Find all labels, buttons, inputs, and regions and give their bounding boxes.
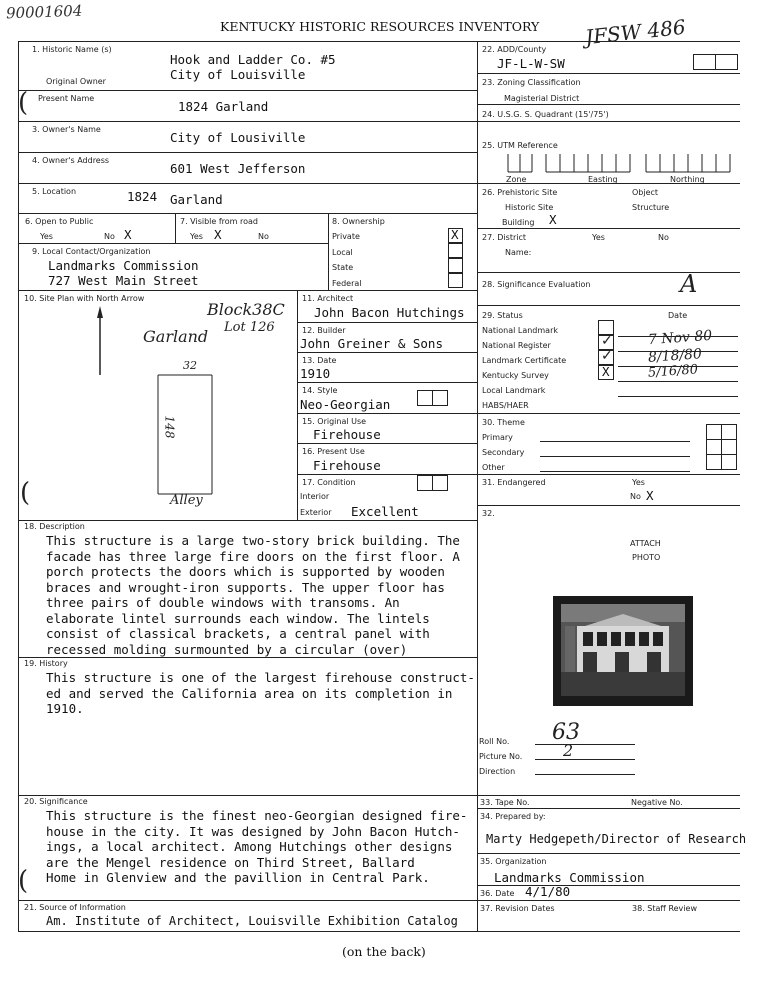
rule <box>18 183 477 184</box>
zoning-value: Magisterial District <box>504 94 580 103</box>
top-rule <box>18 41 740 42</box>
owners-name-value: City of Lousiville <box>170 130 306 145</box>
rule <box>18 795 477 796</box>
rule <box>18 152 477 153</box>
rule <box>297 290 298 520</box>
theme-secondary: Secondary <box>482 448 525 457</box>
roll-value: 63 <box>552 720 580 745</box>
ownership-label: 8. Ownership <box>332 217 385 226</box>
form-title: KENTUCKY HISTORIC RESOURCES INVENTORY <box>220 19 540 34</box>
present-use-value: Firehouse <box>313 458 381 473</box>
status-item-label: National Register <box>482 341 551 350</box>
rule <box>477 808 740 809</box>
history-label: 19. History <box>24 659 68 668</box>
bottom-rule <box>18 931 740 932</box>
description-line: three pairs of double windows with transoms. An <box>46 595 400 610</box>
significance-line: house in the city. It was designed by John Bacon Hutch- <box>46 823 460 839</box>
condition-box-a[interactable] <box>417 475 433 491</box>
revision-dates-label: 37. Revision Dates <box>480 904 555 913</box>
theme-line <box>540 471 690 472</box>
theme-label: 30. Theme <box>482 418 525 427</box>
building-label: Building <box>502 218 535 227</box>
district-name-label: Name: <box>505 248 532 257</box>
date-value: 1910 <box>300 366 331 381</box>
visible-no: No <box>258 232 269 241</box>
status-item-label: National Landmark <box>482 326 559 335</box>
zoning-label: 23. Zoning Classification <box>482 78 581 87</box>
visible-yes: Yes <box>190 232 203 241</box>
open-to-public-no: No <box>104 232 115 241</box>
present-name-label: Present Name <box>38 94 95 103</box>
organization-value: Landmarks Commission <box>494 870 645 885</box>
status-date-line <box>618 396 738 397</box>
rule <box>18 121 477 122</box>
endangered-mark: X <box>646 488 654 503</box>
rule <box>477 900 740 901</box>
present-name-value: 1824 Garland <box>178 99 269 114</box>
site-plan-drawing <box>90 300 290 510</box>
ownership-checkbox-local[interactable] <box>448 243 463 258</box>
location-street: Garland <box>170 192 223 207</box>
roll-line <box>535 744 635 745</box>
builder-value: John Greiner & Sons <box>300 336 443 351</box>
form-date-label: 36. Date <box>480 889 515 898</box>
status-label: 29. Status <box>482 311 523 320</box>
rule <box>18 213 477 214</box>
site-plan-dim-top: 32 <box>183 359 197 372</box>
rule <box>18 243 328 244</box>
rule <box>477 228 740 229</box>
significance-line: ings, a local architect. Among Hutchings other designs <box>46 839 453 854</box>
district-label: 27. District <box>482 233 526 242</box>
history-line: ed and served the California area on its completion in <box>46 685 453 701</box>
rule <box>477 795 740 796</box>
description-line: recessed molding surmounted by a circular (over) <box>46 641 408 657</box>
site-plan-dim-side: 148 <box>162 415 177 439</box>
architect-value: John Bacon Hutchings <box>314 305 465 320</box>
endangered-yes: Yes <box>632 478 645 487</box>
owners-address-label: 4. Owner's Address <box>32 156 110 165</box>
status-date-value: 8/18/80 <box>647 346 703 366</box>
picture-value: 2 <box>563 741 574 760</box>
rule <box>18 657 477 658</box>
rule <box>297 382 477 383</box>
picture-label: Picture No. <box>479 752 523 761</box>
attach-text: ATTACH <box>630 539 661 548</box>
district-yes: Yes <box>592 233 605 242</box>
significance-eval-value: A <box>680 270 698 298</box>
rule <box>297 413 477 414</box>
ownership-private: Private <box>332 232 360 241</box>
ownership-local: Local <box>332 248 353 257</box>
original-owner-label: Original Owner <box>46 77 106 86</box>
original-use-value: Firehouse <box>313 427 381 442</box>
prehistoric-object: Object <box>632 188 659 197</box>
rule <box>477 505 740 506</box>
ownership-federal: Federal <box>332 279 362 288</box>
status-date-label: Date <box>668 311 688 320</box>
site-plan-alley: Alley <box>170 493 203 508</box>
attached-photo <box>553 596 693 706</box>
status-item-label: Local Landmark <box>482 386 546 395</box>
original-owner-value: City of Louisville <box>170 67 306 82</box>
local-contact-label: 9. Local Contact/Organization <box>32 247 151 256</box>
rule <box>477 104 740 105</box>
county-box-b[interactable] <box>715 54 738 70</box>
history-line: This structure is one of the largest firehouse construct- <box>46 670 475 685</box>
theme-line <box>540 441 690 442</box>
rule <box>175 213 176 243</box>
owners-name-label: 3. Owner's Name <box>32 125 101 134</box>
style-box-b[interactable] <box>432 390 448 406</box>
status-mark: ✓ <box>601 348 613 364</box>
theme-line <box>540 456 690 457</box>
structure-label: Structure <box>632 203 670 212</box>
center-divider <box>477 41 478 931</box>
builder-label: 12. Builder <box>302 326 346 335</box>
rule <box>297 474 477 475</box>
site-plan-lot: Lot 126 <box>224 320 275 335</box>
quadrant-label: 24. U.S.G. S. Quadrant (15'/75') <box>482 110 609 119</box>
site-plan-garland: Garland <box>143 327 209 346</box>
punch-hole-mark: ( <box>20 478 31 508</box>
theme-other: Other <box>482 463 505 472</box>
north-arrow-head-icon <box>97 306 103 318</box>
location-number: 1824 <box>127 189 158 204</box>
present-use-label: 16. Present Use <box>302 447 365 456</box>
theme-box[interactable] <box>721 439 737 455</box>
site-plan-block: Block38C <box>207 300 285 319</box>
utm-grid <box>480 150 738 178</box>
negative-label: Negative No. <box>631 798 683 807</box>
theme-box[interactable] <box>721 454 737 470</box>
organization-label: 35. Organization <box>480 857 547 866</box>
style-label: 14. Style <box>302 386 338 395</box>
description-line: porch protects the doors which is supported by wooden <box>46 564 445 579</box>
back-note: (on the back) <box>342 944 426 959</box>
historic-site-label: Historic Site <box>505 203 554 212</box>
history-line: 1910. <box>46 701 84 716</box>
prepared-by-label: 34. Prepared by: <box>480 812 546 821</box>
description-line: consist of classical brackets, a central panel with <box>46 626 430 641</box>
add-county-label: 22. ADD/County <box>482 45 547 54</box>
description-line: braces and wrought-iron supports. The upper floor has <box>46 579 445 595</box>
rule <box>18 290 477 291</box>
open-to-public-mark: X <box>124 227 132 242</box>
utm-label: 25. UTM Reference <box>482 141 558 150</box>
endangered-no: No <box>630 492 641 501</box>
date-label: 13. Date <box>302 356 337 365</box>
original-use-label: 15. Original Use <box>302 417 367 426</box>
visible-mark: X <box>214 227 222 242</box>
prehistoric-label: 26. Prehistoric Site <box>482 188 558 197</box>
source-value: Am. Institute of Architect, Louisville Exhibition Catalog <box>46 914 458 928</box>
status-item-label: Landmark Certificate <box>482 356 567 365</box>
status-mark: X <box>602 364 610 379</box>
rule <box>477 272 740 273</box>
status-date-value: 7 Nov 80 <box>647 327 713 349</box>
add-county-value: JF-L-W-SW <box>497 56 565 71</box>
photo-field-label: 32. <box>482 509 495 518</box>
direction-line <box>535 774 635 775</box>
local-contact-line2: 727 West Main Street <box>48 273 199 288</box>
ownership-checkbox-state[interactable] <box>448 258 463 273</box>
significance-line: This structure is the finest neo-Georgian designed fire- <box>46 808 468 823</box>
local-contact-line1: Landmarks Commission <box>48 258 199 273</box>
rule <box>477 853 740 854</box>
theme-box[interactable] <box>706 424 722 440</box>
roll-label: Roll No. <box>479 737 510 746</box>
condition-label: 17. Condition <box>302 478 356 487</box>
status-date-value: 5/16/80 <box>647 362 699 381</box>
condition-value: Excellent <box>351 504 419 519</box>
source-label: 21. Source of Information <box>24 903 126 912</box>
condition-exterior: Exterior <box>300 508 332 517</box>
significance-line: are the Mengel residence on Third Street, Ballard <box>46 854 415 870</box>
utm-easting: Easting <box>588 175 618 184</box>
significance-text <box>46 808 467 886</box>
ownership-checkbox-federal[interactable] <box>448 273 463 288</box>
rule <box>477 305 740 306</box>
description-line: facade has three large fire doors on the first floor. A <box>46 548 460 564</box>
description-line: elaborate lintel surrounds each window. The lintels <box>46 610 430 626</box>
utm-zone: Zone <box>506 175 527 184</box>
condition-box-b[interactable] <box>432 475 448 491</box>
rule <box>297 443 477 444</box>
rule <box>18 520 477 521</box>
picture-line <box>535 759 635 760</box>
direction-label: Direction <box>479 767 516 776</box>
rule <box>477 474 740 475</box>
rule <box>297 322 477 323</box>
left-border <box>18 41 19 931</box>
significance-label: 20. Significance <box>24 797 88 806</box>
firehouse-photo-image <box>553 596 693 706</box>
status-item-label: Kentucky Survey <box>482 371 549 380</box>
rule <box>18 900 477 901</box>
endangered-label: 31. Endangered <box>482 478 546 487</box>
site-plan-label: 10. Site Plan with North Arrow <box>24 294 145 303</box>
utm-northing: Northing <box>670 175 705 184</box>
prepared-by-value: Marty Hedgepeth/Director of Research <box>486 832 747 846</box>
historic-name-label: 1. Historic Name (s) <box>32 45 112 54</box>
condition-interior: Interior <box>300 492 330 501</box>
visible-label: 7. Visible from road <box>180 217 258 226</box>
document-number: 90001604 <box>5 1 83 23</box>
owners-address-value: 601 West Jefferson <box>170 161 306 176</box>
form-date-value: 4/1/80 <box>525 884 571 899</box>
open-to-public-label: 6. Open to Public <box>25 217 94 226</box>
status-mark: ✓ <box>601 333 613 349</box>
theme-primary: Primary <box>482 433 513 442</box>
status-date-line <box>618 381 738 382</box>
county-box-a[interactable] <box>693 54 716 70</box>
description-text <box>46 533 460 657</box>
significance-eval-label: 28. Significance Evaluation <box>482 280 591 289</box>
ownership-state: State <box>332 263 354 272</box>
history-text <box>46 670 475 717</box>
rule <box>477 885 740 886</box>
rule <box>297 352 477 353</box>
open-to-public-yes: Yes <box>40 232 53 241</box>
historic-name-value: Hook and Ladder Co. #5 <box>170 52 336 67</box>
rule <box>477 413 740 414</box>
style-box-a[interactable] <box>417 390 433 406</box>
architect-label: 11. Architect <box>302 294 354 303</box>
rule <box>477 121 740 122</box>
significance-line: Home in Glenview and the pavillion in Central Park. <box>46 870 430 885</box>
punch-hole-mark: ( <box>18 88 29 118</box>
photo-text: PHOTO <box>632 553 661 562</box>
staff-review-label: 38. Staff Review <box>632 904 697 913</box>
rule <box>477 73 740 74</box>
punch-hole-mark: ( <box>18 866 29 896</box>
status-item-label: HABS/HAER <box>482 401 529 410</box>
location-label: 5. Location <box>32 187 77 196</box>
rule <box>328 213 329 290</box>
ownership-mark: X <box>451 227 459 242</box>
rule <box>18 90 477 91</box>
theme-box[interactable] <box>706 439 722 455</box>
theme-box[interactable] <box>706 454 722 470</box>
site-code: JFSW 486 <box>584 14 687 50</box>
style-value: Neo-Georgian <box>300 397 391 412</box>
building-mark: X <box>549 212 557 227</box>
district-no: No <box>658 233 669 242</box>
description-label: 18. Description <box>24 522 85 531</box>
description-line: This structure is a large two-story brick building. The <box>46 533 460 548</box>
theme-box[interactable] <box>721 424 737 440</box>
tape-label: 33. Tape No. <box>480 798 530 807</box>
